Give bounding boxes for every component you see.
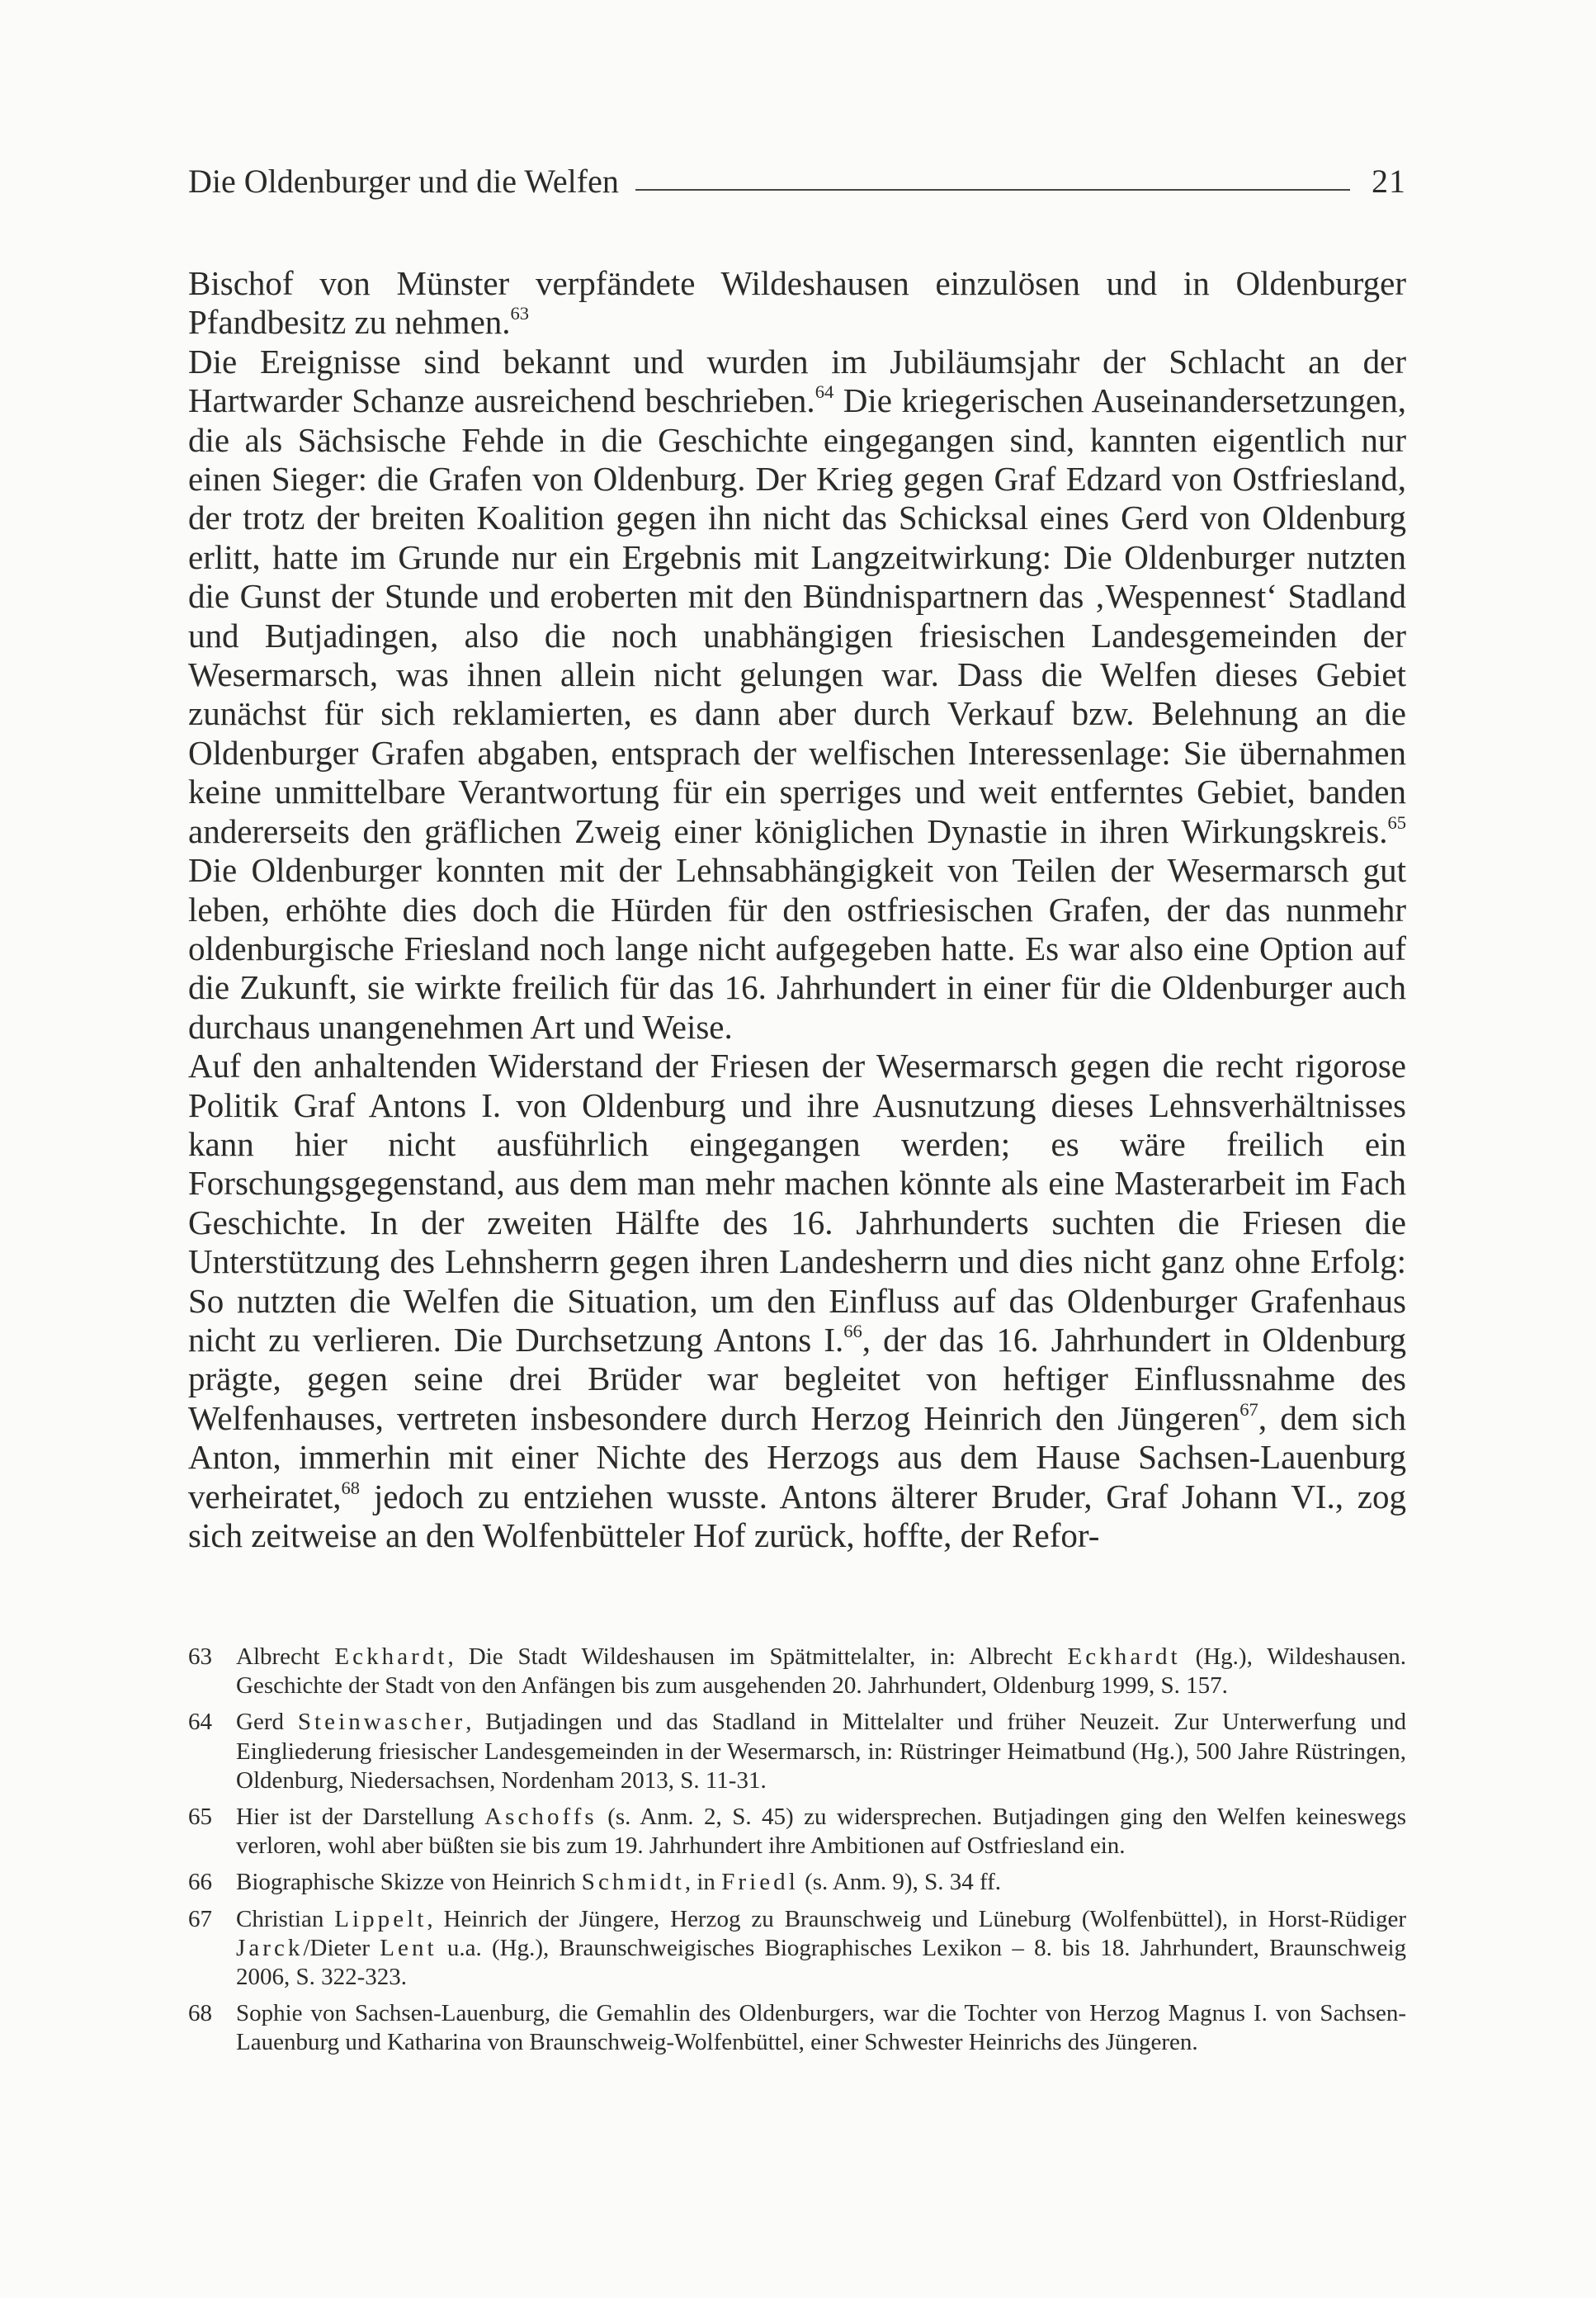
footnote-ref-67[interactable]: 67 bbox=[1239, 1398, 1258, 1420]
footnote-text bbox=[236, 1803, 1406, 1861]
footnote-number: 68 bbox=[188, 2000, 212, 2027]
footnote-text bbox=[236, 1868, 1406, 1897]
footnote-68 bbox=[188, 1999, 1406, 2057]
footnotes bbox=[188, 1643, 1406, 2065]
author-name: Lent bbox=[380, 1934, 437, 1961]
footnote-text bbox=[236, 1708, 1406, 1795]
text-run: , der das 16. Jahrhundert in Oldenburg prägte, gegen seine drei Brüder war begleitet von heftiger Einflussnahme des Welfenhauses, vertreten insbesondere durch Herzog Heinrich den Jüngeren bbox=[188, 1320, 1406, 1437]
text-run: Hier ist der Darstellung bbox=[236, 1804, 485, 1831]
running-header bbox=[188, 162, 1406, 201]
text-run: , Butjadingen und das Stadland in Mittelalter und früher Neuzeit. Zur Unterwerfung und Eingliederung friesischer Landesgemeinden in der Wesermarsch, in: Rüstringer Heimatbund (Hg.), 500 Jahre Rüstringen, Oldenburg, Niedersachsen, Nordenham 2013, S. 11-31. bbox=[236, 1709, 1406, 1794]
running-title: Die Oldenburger und die Welfen bbox=[188, 163, 619, 200]
footnote-ref-65[interactable]: 65 bbox=[1387, 811, 1406, 833]
text-run: Auf den anhaltenden Widerstand der Friesen der Wesermarsch gegen die recht rigorose Politik Graf Antons I. von Oldenburg und ihre Ausnutzung dieses Lehnsverhältnisses kann hier nicht ausführlich eingegangen werden; es wäre freilich ein Forschungsgegenstand, aus dem man mehr machen könnte als eine Masterarbeit im Fach Geschichte. In der zweiten Hälfte des 16. Jahrhunderts suchten die Friesen die Unterstützung des Lehnsherrn gegen ihren Landesherrn und dies nicht ganz ohne Erfolg: So nutzten die Welfen die Situation, um den Einfluss auf das Oldenburger Grafenhaus nicht zu verlieren. Die Durchsetzung Antons I. bbox=[188, 1047, 1406, 1359]
text-run: Die Oldenburger konnten mit der Lehnsabhängigkeit von Teilen der Wesermarsch gut leben, erhöhte dies doch die Hürden für den ostfriesischen Grafen, der das nunmehr oldenburgische Friesland noch lange nicht aufgegeben hatte. Es war also eine Option auf die Zukunft, sie wirkte freilich für das 16. Jahrhundert in einer für die Oldenburger auch durchaus unangenehmen Art und Weise. bbox=[188, 851, 1406, 1046]
footnote-number: 67 bbox=[188, 1905, 212, 1932]
main-text bbox=[188, 264, 1406, 1555]
footnote-66 bbox=[188, 1868, 1406, 1897]
footnote-ref-63[interactable]: 63 bbox=[510, 303, 530, 324]
footnote-number: 66 bbox=[188, 1869, 212, 1896]
text-run: Sophie von Sachsen-Lauenburg, die Gemahlin des Oldenburgers, war die Tochter von Herzog Magnus I. von Sachsen-Lauenburg und Katharina von Braunschweig-Wolfenbüttel, einer Schwester Heinrichs des Jüngeren. bbox=[236, 2000, 1406, 2056]
text-run: Bischof von Münster verpfändete Wildeshausen einzulösen und in Oldenburger Pfandbesitz zu nehmen. bbox=[188, 264, 1406, 342]
text-run: (s. Anm. 2, S. 45) zu widersprechen. Butjadingen ging den Welfen keineswegs verloren, wohl aber büßten sie bis zum 19. Jahrhundert ihre Ambitionen auf Ostfriesland ein. bbox=[236, 1804, 1406, 1860]
text-run: , Heinrich der Jüngere, Herzog zu Braunschweig und Lüneburg (Wolfenbüttel), in Horst-Rüdiger bbox=[427, 1905, 1406, 1932]
author-name: Aschoffs bbox=[484, 1804, 597, 1831]
footnote-64 bbox=[188, 1708, 1406, 1795]
text-run: , Die Stadt Wildeshausen im Spätmittelalter, in: Albrecht bbox=[447, 1643, 1068, 1670]
footnote-number: 64 bbox=[188, 1709, 212, 1736]
text-run: Albrecht bbox=[236, 1643, 335, 1670]
author-name: Steinwascher bbox=[297, 1709, 466, 1736]
footnote-ref-66[interactable]: 66 bbox=[843, 1321, 862, 1342]
text-run: Biographische Skizze von Heinrich bbox=[236, 1869, 582, 1896]
author-name: Friedl bbox=[721, 1869, 799, 1896]
text-run: , in bbox=[684, 1869, 722, 1896]
paragraph-2 bbox=[188, 343, 1406, 1047]
footnote-67 bbox=[188, 1905, 1406, 1993]
author-name: Jarck bbox=[236, 1934, 304, 1961]
text-run: Gerd bbox=[236, 1709, 298, 1736]
footnote-text bbox=[236, 1999, 1406, 2057]
footnote-65 bbox=[188, 1803, 1406, 1861]
text-run: Die kriegerischen Auseinandersetzungen, die als Sächsische Fehde in die Geschichte eingegangen sind, kannten eigentlich nur einen Sieger: die Grafen von Oldenburg. Der Krieg gegen Graf Edzard von Ostfriesland, der trotz der breiten Koalition gegen ihn nicht das Schicksal eines Gerd von Oldenburg erlitt, hatte im Grunde nur ein Ergebnis mit Langzeitwirkung: Die Oldenburger nutzten die Gunst der Stunde und eroberten mit den Bündnispartnern das ‚Wespennest‘ Stadland und Butjadingen, also die noch unabhängigen friesischen Landesgemeinden der Wesermarsch, was ihnen allein nicht gelungen war. Dass die Welfen dieses Gebiet zunächst für sich reklamierten, es dann aber durch Verkauf bzw. Belehnung an die Oldenburger Grafen abgaben, entsprach der welfischen Interessenlage: Sie übernahmen keine unmittelbare Verantwortung für ein sperriges und weit entferntes Gebiet, banden andererseits den gräflichen Zweig einer königlichen Dynastie in ihren Wirkungskreis. bbox=[188, 381, 1406, 850]
footnote-63 bbox=[188, 1643, 1406, 1700]
text-run: jedoch zu entziehen wusste. Antons älterer Bruder, Graf Johann VI., zog sich zeitweise an den Wolfenbütteler Hof zurück, hoffte, der Refor- bbox=[188, 1477, 1406, 1554]
page-number: 21 bbox=[1372, 163, 1406, 200]
text-run: (s. Anm. 9), S. 34 ff. bbox=[798, 1869, 1001, 1896]
text-run: , dem sich Anton, immerhin mit einer Nichte des Herzogs aus dem Hause Sachsen-Lauenburg verheiratet, bbox=[188, 1398, 1406, 1515]
paragraph-3 bbox=[188, 1047, 1406, 1555]
text-run: u.a. (Hg.), Braunschweigisches Biographisches Lexikon – 8. bis 18. Jahrhundert, Braunschweig 2006, S. 322-323. bbox=[236, 1934, 1407, 1991]
text-run: Die Ereignisse sind bekannt und wurden im Jubiläumsjahr der Schlacht an der Hartwarder Schanze ausreichend beschrieben. bbox=[188, 342, 1406, 420]
text-run: Christian bbox=[236, 1905, 335, 1932]
footnote-text bbox=[236, 1905, 1406, 1993]
footnote-number: 63 bbox=[188, 1643, 212, 1670]
paragraph-1 bbox=[188, 264, 1406, 343]
header-rule bbox=[635, 189, 1350, 191]
footnote-ref-64[interactable]: 64 bbox=[815, 381, 834, 403]
footnote-text bbox=[236, 1643, 1406, 1700]
footnote-ref-68[interactable]: 68 bbox=[341, 1477, 361, 1498]
author-name: Eckhardt bbox=[1067, 1643, 1181, 1670]
text-run: /Dieter bbox=[303, 1934, 380, 1961]
text-run: (Hg.), Wildeshausen. Geschichte der Stadt von den Anfängen bis zum ausgehenden 20. Jahrhundert, Oldenburg 1999, S. 157. bbox=[236, 1643, 1406, 1700]
author-name: Schmidt bbox=[581, 1869, 685, 1896]
footnote-number: 65 bbox=[188, 1804, 212, 1831]
author-name: Eckhardt bbox=[334, 1643, 448, 1670]
author-name: Lippelt bbox=[334, 1905, 427, 1932]
